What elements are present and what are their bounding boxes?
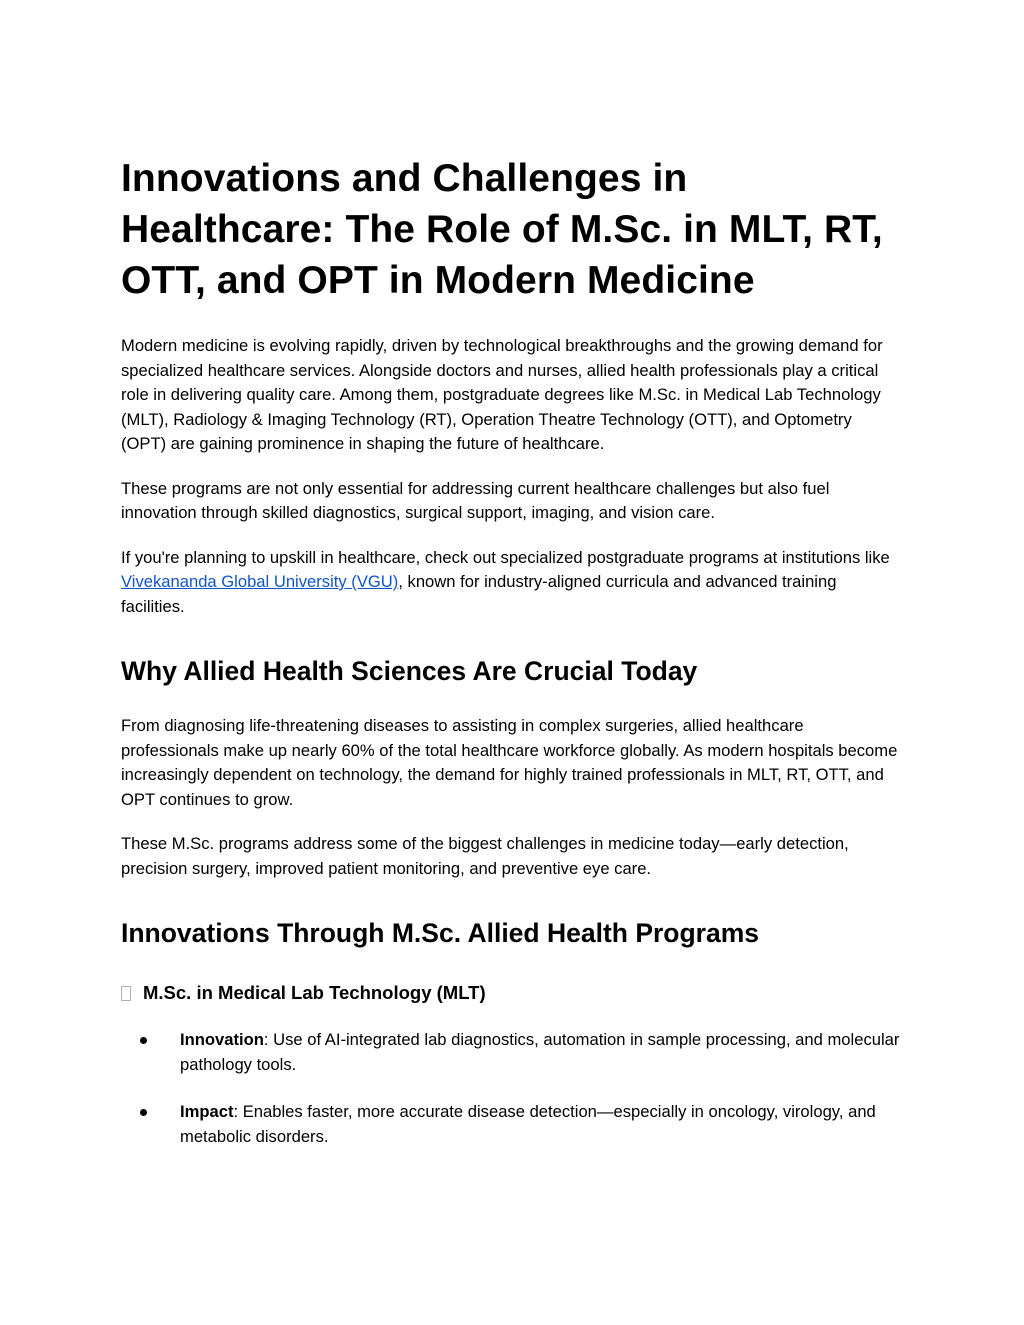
list-item	[121, 1028, 901, 1077]
intro-paragraph-2: These programs are not only essential for addressing current healthcare challenges but also fuel innovation through skilled diagnostics, surgical support, imaging, and vision care.	[121, 478, 830, 522]
bullet-icon	[140, 1109, 147, 1116]
subheading-msc-mlt	[121, 980, 901, 1006]
bullet-icon	[140, 1037, 147, 1044]
intro-paragraph-3	[121, 546, 901, 620]
page-title: Innovations and Challenges in Healthcare: The Role of M.Sc. in MLT, RT, OTT, and OPT in Modern Medicine	[121, 157, 883, 302]
intro-paragraph-3-lead: If you're planning to upskill in healthcare, check out specialized postgraduate programs at institutions like	[121, 547, 890, 567]
missing-glyph-icon	[121, 986, 131, 1001]
section-heading-innovations: Innovations Through M.Sc. Allied Health Programs	[121, 918, 760, 948]
subheading-msc-mlt-text: M.Sc. in Medical Lab Technology (MLT)	[143, 982, 486, 1003]
bullet-label: Innovation	[180, 1030, 264, 1049]
mlt-bullet-list	[121, 1028, 901, 1149]
section-heading-why-allied-health: Why Allied Health Sciences Are Crucial Today	[121, 656, 698, 686]
bullet-text: : Enables faster, more accurate disease detection—especially in oncology, virology, and metabolic disorders.	[180, 1102, 876, 1146]
intro-paragraph-1: Modern medicine is evolving rapidly, driven by technological breakthroughs and the growing demand for specialized healthcare services. Alongside doctors and nurses, allied health professionals play a critical role in delivering quality care. Among them, postgraduate degrees like M.Sc. in Medical Lab Technology (MLT), Radiology & Imaging Technology (RT), Operation Theatre Technology (OTT), and Optometry (OPT) are gaining prominence in shaping the future of healthcare.	[121, 336, 883, 453]
document-page	[121, 153, 901, 1172]
vgu-link[interactable]: Vivekananda Global University (VGU)	[121, 572, 399, 591]
bullet-text: : Use of AI-integrated lab diagnostics, automation in sample processing, and molecular pathology tools.	[180, 1030, 900, 1074]
list-item	[121, 1100, 901, 1149]
intro-paragraph-3-tail: , known for industry-aligned curricula and advanced training facilities.	[121, 572, 837, 616]
bullet-label: Impact	[180, 1102, 234, 1121]
section1-paragraph-1: From diagnosing life-threatening diseases to assisting in complex surgeries, allied healthcare professionals make up nearly 60% of the total healthcare workforce globally. As modern hospitals become increasingly dependent on technology, the demand for highly trained professionals in MLT, RT, OTT, and OPT continues to grow.	[121, 716, 898, 809]
section1-paragraph-2: These M.Sc. programs address some of the biggest challenges in medicine today—early detection, precision surgery, improved patient monitoring, and preventive eye care.	[121, 834, 849, 878]
